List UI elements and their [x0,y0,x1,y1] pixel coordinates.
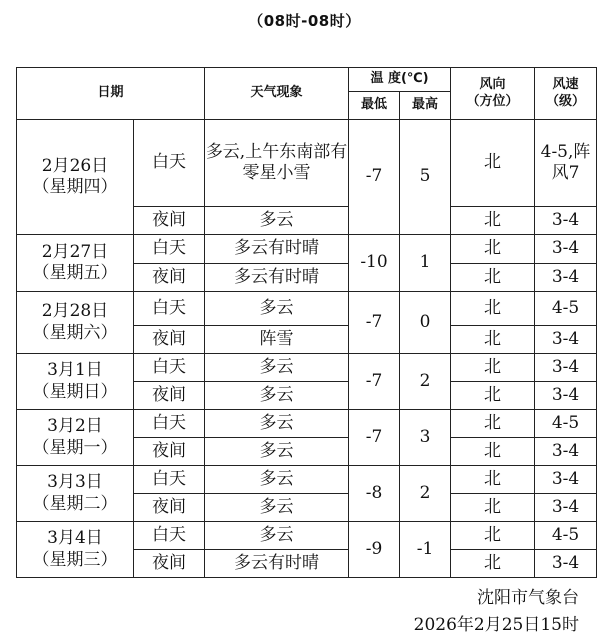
day-weather: 多云 [205,522,349,550]
night-weather: 多云有时晴 [205,550,349,578]
header-wind-direction [451,68,535,120]
night-weather: 阵雪 [205,326,349,354]
period-night-label: 夜间 [134,382,205,410]
date-cell [17,466,134,522]
period-night-label: 夜间 [134,207,205,235]
temp-low: -7 [349,292,400,354]
period-day-label: 白天 [134,235,205,264]
day-weather: 多云 [205,354,349,382]
night-wind-direction: 北 [451,326,535,354]
weekday-text: （星期四） [32,177,118,197]
night-wind-direction: 北 [451,382,535,410]
weekday-text: （星期一） [32,437,118,458]
day-weather: 多云 [205,410,349,438]
period-day-label: 白天 [134,354,205,382]
header-wind-direction-line2: （方位） [466,93,519,109]
day-wind-speed: 4-5 [535,410,597,438]
date-cell [17,120,134,235]
header-wind-speed-line1: 风速 [552,77,579,93]
night-wind-direction: 北 [451,438,535,466]
date-text: 3月2日 [47,416,103,437]
header-date: 日期 [17,68,205,120]
weekday-text: （星期日） [32,381,118,402]
period-day-label: 白天 [134,120,205,207]
temp-high: 3 [400,410,451,466]
night-wind-direction: 北 [451,494,535,522]
header-temperature: 温 度(℃) [349,68,451,92]
day-wind-direction: 北 [451,466,535,494]
date-text: 3月3日 [47,472,103,493]
period-night-label: 夜间 [134,326,205,354]
date-text: 3月1日 [47,360,103,381]
night-wind-speed: 3-4 [535,382,597,410]
night-weather: 多云 [205,207,349,235]
night-wind-direction: 北 [451,207,535,235]
temp-high: -1 [400,522,451,578]
night-wind-speed: 3-4 [535,207,597,235]
date-cell [17,410,134,466]
date-text: 2月27日 [41,241,109,262]
temp-low: -7 [349,120,400,235]
night-wind-speed: 3-4 [535,264,597,292]
day-wind-direction: 北 [451,410,535,438]
day-wind-direction: 北 [451,235,535,264]
header-wind-speed-line2: （级） [546,93,586,109]
day-wind-speed: 3-4 [535,354,597,382]
temp-high: 5 [400,120,451,235]
header-temp-low: 最低 [349,92,400,120]
temp-low: -8 [349,466,400,522]
temp-low: -9 [349,522,400,578]
night-weather: 多云 [205,382,349,410]
date-text: 2月28日 [41,301,109,322]
forecast-day-row [17,466,597,494]
temp-high: 2 [400,354,451,410]
day-weather: 多云有时晴 [205,235,349,264]
temp-high: 1 [400,235,451,292]
night-wind-direction: 北 [451,264,535,292]
temp-low: -7 [349,354,400,410]
day-wind-speed: 4-5 [535,292,597,326]
temp-high: 2 [400,466,451,522]
period-night-label: 夜间 [134,438,205,466]
night-wind-speed: 3-4 [535,438,597,466]
day-wind-direction: 北 [451,120,535,207]
date-text: 2月26日 [41,155,109,176]
night-wind-direction: 北 [451,550,535,578]
day-wind-speed: 4-5,阵风7 [535,120,597,207]
forecast-day-row [17,120,597,207]
date-cell [17,292,134,354]
date-cell [17,522,134,578]
temp-low: -10 [349,235,400,292]
night-weather: 多云 [205,438,349,466]
issuer: 沈阳市气象台 [477,588,579,608]
forecast-day-row [17,522,597,550]
period-day-label: 白天 [134,292,205,326]
temp-high: 0 [400,292,451,354]
period-night-label: 夜间 [134,494,205,522]
forecast-period-title: （08时-08时） [248,12,361,30]
weekday-text: （星期三） [32,549,118,570]
day-wind-direction: 北 [451,522,535,550]
temp-low: -7 [349,410,400,466]
forecast-table [16,67,597,578]
forecast-day-row [17,235,597,264]
day-wind-speed: 3-4 [535,466,597,494]
day-weather: 多云 [205,292,349,326]
header-temp-high: 最高 [400,92,451,120]
night-wind-speed: 3-4 [535,550,597,578]
forecast-day-row [17,292,597,326]
weekday-text: （星期六） [32,322,118,343]
night-wind-speed: 3-4 [535,326,597,354]
weekday-text: （星期二） [32,493,118,514]
period-night-label: 夜间 [134,264,205,292]
header-row [17,68,597,92]
day-wind-direction: 北 [451,292,535,326]
date-cell [17,235,134,292]
forecast-day-row [17,410,597,438]
night-wind-speed: 3-4 [535,494,597,522]
header-wind-direction-line1: 风向 [479,77,506,93]
header-weather: 天气现象 [205,68,349,120]
day-wind-speed: 3-4 [535,235,597,264]
date-cell [17,354,134,410]
period-night-label: 夜间 [134,550,205,578]
weekday-text: （星期五） [32,263,118,283]
night-weather: 多云 [205,494,349,522]
forecast-day-row [17,354,597,382]
day-weather: 多云 [205,466,349,494]
header-wind-speed [535,68,597,120]
day-weather: 多云,上午东南部有零星小雪 [205,120,349,207]
period-day-label: 白天 [134,522,205,550]
day-wind-speed: 4-5 [535,522,597,550]
period-day-label: 白天 [134,466,205,494]
issue-time: 2026年2月25日15时 [413,615,579,635]
night-weather: 多云有时晴 [205,264,349,292]
period-day-label: 白天 [134,410,205,438]
day-wind-direction: 北 [451,354,535,382]
date-text: 3月4日 [47,528,103,549]
